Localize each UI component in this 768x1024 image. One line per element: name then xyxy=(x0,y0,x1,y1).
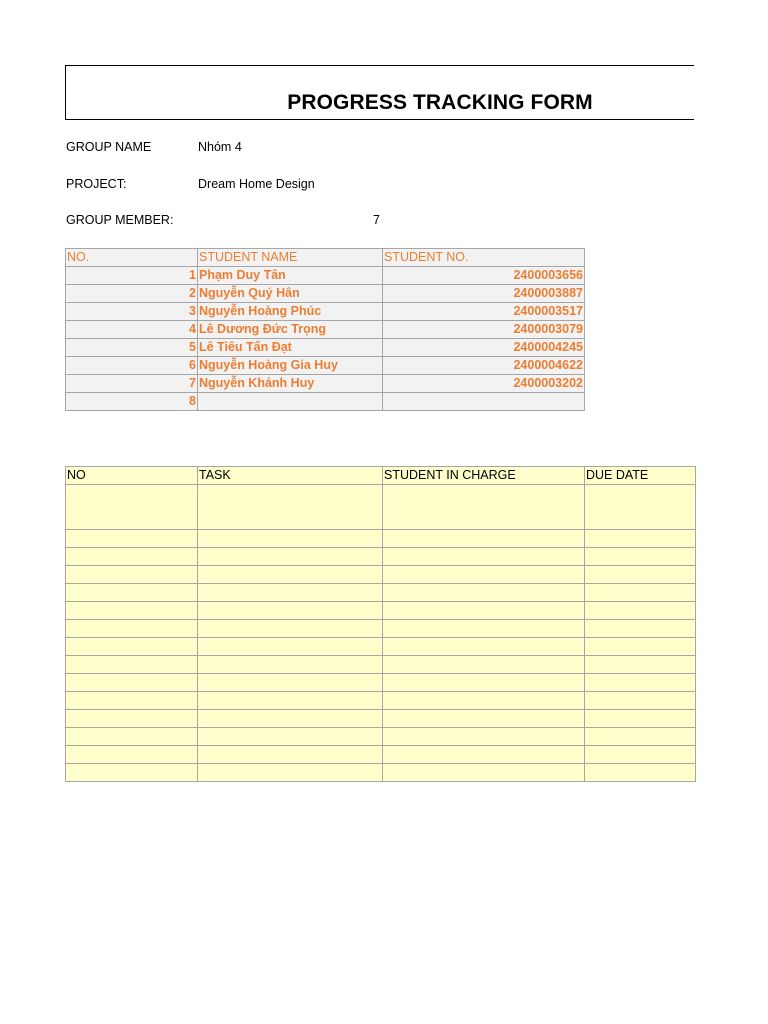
member-id-cell[interactable]: 2400003202 xyxy=(383,375,585,393)
task-name-cell[interactable] xyxy=(198,638,383,656)
task-due-date-cell[interactable] xyxy=(585,548,696,566)
member-id-cell[interactable]: 2400003517 xyxy=(383,303,585,321)
task-no-cell[interactable] xyxy=(66,764,198,782)
group-name-label: GROUP NAME xyxy=(66,140,152,154)
task-name-cell[interactable] xyxy=(198,656,383,674)
member-name-cell[interactable]: Nguyễn Khánh Huy xyxy=(198,375,383,393)
member-name-cell[interactable]: Lê Tiêu Tấn Đạt xyxy=(198,339,383,357)
member-no-cell[interactable]: 2 xyxy=(66,285,198,303)
task-student-cell[interactable] xyxy=(383,548,585,566)
member-no-cell[interactable]: 1 xyxy=(66,267,198,285)
task-row xyxy=(66,728,696,746)
task-name-cell[interactable] xyxy=(198,584,383,602)
task-due-date-cell[interactable] xyxy=(585,674,696,692)
member-id-cell[interactable]: 2400003887 xyxy=(383,285,585,303)
member-id-cell[interactable]: 2400003079 xyxy=(383,321,585,339)
task-due-date-cell[interactable] xyxy=(585,584,696,602)
task-row xyxy=(66,710,696,728)
task-student-cell[interactable] xyxy=(383,602,585,620)
task-table xyxy=(65,466,696,782)
task-name-cell[interactable] xyxy=(198,728,383,746)
task-student-cell[interactable] xyxy=(383,692,585,710)
member-row xyxy=(66,285,585,303)
task-due-date-cell[interactable] xyxy=(585,566,696,584)
task-student-cell[interactable] xyxy=(383,620,585,638)
task-row xyxy=(66,692,696,710)
member-name-cell[interactable]: Phạm Duy Tân xyxy=(198,267,383,285)
task-header-no: NO xyxy=(66,467,198,485)
task-due-date-cell[interactable] xyxy=(585,746,696,764)
task-no-cell[interactable] xyxy=(66,638,198,656)
task-student-cell[interactable] xyxy=(383,566,585,584)
task-student-cell[interactable] xyxy=(383,674,585,692)
member-name-cell[interactable]: Nguyễn Hoàng Gia Huy xyxy=(198,357,383,375)
task-no-cell[interactable] xyxy=(66,674,198,692)
task-row xyxy=(66,584,696,602)
task-name-cell[interactable] xyxy=(198,485,383,530)
task-due-date-cell[interactable] xyxy=(585,728,696,746)
task-due-date-cell[interactable] xyxy=(585,485,696,530)
task-table-body xyxy=(66,467,696,782)
task-no-cell[interactable] xyxy=(66,728,198,746)
task-no-cell[interactable] xyxy=(66,530,198,548)
task-student-cell[interactable] xyxy=(383,764,585,782)
task-no-cell[interactable] xyxy=(66,548,198,566)
task-due-date-cell[interactable] xyxy=(585,692,696,710)
task-name-cell[interactable] xyxy=(198,620,383,638)
task-due-date-cell[interactable] xyxy=(585,530,696,548)
member-header-name: STUDENT NAME xyxy=(198,249,383,267)
member-header-no: NO. xyxy=(66,249,198,267)
member-name-cell[interactable]: Lê Dương Đức Trọng xyxy=(198,321,383,339)
task-name-cell[interactable] xyxy=(198,566,383,584)
task-row xyxy=(66,620,696,638)
task-no-cell[interactable] xyxy=(66,746,198,764)
task-due-date-cell[interactable] xyxy=(585,620,696,638)
task-row xyxy=(66,566,696,584)
member-table-body xyxy=(66,249,585,411)
task-row xyxy=(66,602,696,620)
task-row xyxy=(66,485,696,530)
project-label: PROJECT: xyxy=(66,177,127,191)
task-name-cell[interactable] xyxy=(198,602,383,620)
task-name-cell[interactable] xyxy=(198,692,383,710)
member-no-cell[interactable]: 3 xyxy=(66,303,198,321)
task-row xyxy=(66,530,696,548)
task-student-cell[interactable] xyxy=(383,728,585,746)
member-id-cell[interactable] xyxy=(383,393,585,411)
member-no-cell[interactable]: 6 xyxy=(66,357,198,375)
member-id-cell[interactable]: 2400004245 xyxy=(383,339,585,357)
member-no-cell[interactable]: 4 xyxy=(66,321,198,339)
member-row xyxy=(66,339,585,357)
task-name-cell[interactable] xyxy=(198,674,383,692)
task-name-cell[interactable] xyxy=(198,746,383,764)
task-student-cell[interactable] xyxy=(383,638,585,656)
task-due-date-cell[interactable] xyxy=(585,602,696,620)
group-member-label: GROUP MEMBER: xyxy=(66,213,174,227)
member-table xyxy=(65,248,585,411)
task-student-cell[interactable] xyxy=(383,746,585,764)
task-name-cell[interactable] xyxy=(198,548,383,566)
member-name-cell[interactable] xyxy=(198,393,383,411)
task-row xyxy=(66,638,696,656)
task-due-date-cell[interactable] xyxy=(585,710,696,728)
task-header-row xyxy=(66,467,696,485)
task-student-cell[interactable] xyxy=(383,485,585,530)
task-header-task: TASK xyxy=(198,467,383,485)
group-name-value: Nhóm 4 xyxy=(198,140,242,154)
task-due-date-cell[interactable] xyxy=(585,764,696,782)
task-no-cell[interactable] xyxy=(66,692,198,710)
title-box xyxy=(65,65,694,120)
task-row xyxy=(66,656,696,674)
member-row xyxy=(66,375,585,393)
task-no-cell[interactable] xyxy=(66,584,198,602)
member-id-cell[interactable]: 2400004622 xyxy=(383,357,585,375)
member-header-id: STUDENT NO. xyxy=(383,249,585,267)
task-student-cell[interactable] xyxy=(383,710,585,728)
task-no-cell[interactable] xyxy=(66,710,198,728)
task-student-cell[interactable] xyxy=(383,656,585,674)
page-title: PROGRESS TRACKING FORM xyxy=(287,91,593,114)
group-member-value: 7 xyxy=(373,213,380,227)
project-value: Dream Home Design xyxy=(198,177,315,191)
task-name-cell[interactable] xyxy=(198,710,383,728)
member-id-cell[interactable]: 2400003656 xyxy=(383,267,585,285)
member-row xyxy=(66,357,585,375)
task-row xyxy=(66,674,696,692)
member-no-cell[interactable]: 7 xyxy=(66,375,198,393)
task-no-cell[interactable] xyxy=(66,620,198,638)
task-due-date-cell[interactable] xyxy=(585,638,696,656)
task-row xyxy=(66,764,696,782)
member-no-cell[interactable]: 5 xyxy=(66,339,198,357)
task-header-due-date: DUE DATE xyxy=(585,467,696,485)
task-header-student: STUDENT IN CHARGE xyxy=(383,467,585,485)
task-no-cell[interactable] xyxy=(66,602,198,620)
task-row xyxy=(66,548,696,566)
member-row xyxy=(66,393,585,411)
task-name-cell[interactable] xyxy=(198,764,383,782)
task-no-cell[interactable] xyxy=(66,566,198,584)
member-name-cell[interactable]: Nguyễn Hoàng Phúc xyxy=(198,303,383,321)
task-due-date-cell[interactable] xyxy=(585,656,696,674)
task-student-cell[interactable] xyxy=(383,530,585,548)
task-row xyxy=(66,746,696,764)
member-row xyxy=(66,303,585,321)
task-student-cell[interactable] xyxy=(383,584,585,602)
member-row xyxy=(66,321,585,339)
task-name-cell[interactable] xyxy=(198,530,383,548)
member-header-row xyxy=(66,249,585,267)
member-no-cell[interactable]: 8 xyxy=(66,393,198,411)
task-no-cell[interactable] xyxy=(66,656,198,674)
member-row xyxy=(66,267,585,285)
member-name-cell[interactable]: Nguyễn Quý Hân xyxy=(198,285,383,303)
task-no-cell[interactable] xyxy=(66,485,198,530)
